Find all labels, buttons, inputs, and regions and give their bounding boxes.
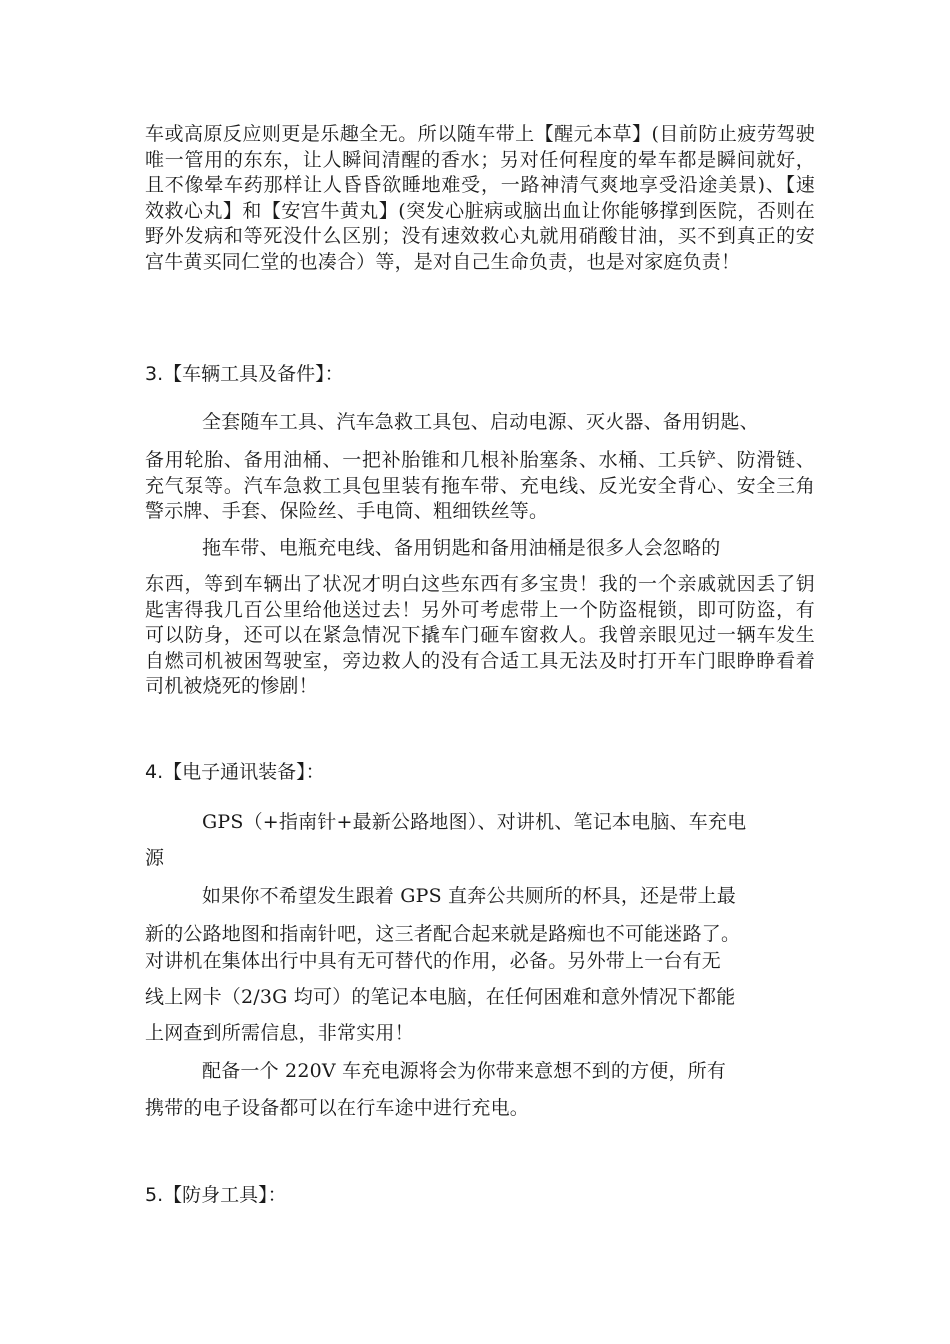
- paragraph-tools-body: 备用轮胎、备用油桶、一把补胎锥和几根补胎塞条、水桶、工兵铲、防滑链、充气泵等。汽车急救工具包里装有拖车带、充电线、反光安全背心、安全三角警示牌、手套、保险丝、手电筒、粗细铁丝等。: [145, 449, 815, 522]
- paragraph-health: 车或高原反应则更是乐趣全无。所以随车带上【醒元本草】(目前防止疲劳驾驶唯一管用的东东，让人瞬间清醒的香水；另对任何程度的晕车都是瞬间就好，且不像晕车药那样让人昏昏欲睡地难受，一路神清气爽地享受沿途美景)、【速效救心丸】和【安宫牛黄丸】(突发心脏病或脑出血让你能够撑到医院，否则在野外发病和等死没什么区别；没有速效救心丸就用硝酸甘油，买不到真正的安宫牛黄买同仁堂的也凑合）等，是对自己生命负责，也是对家庭负责！: [145, 123, 815, 273]
- paragraph-electronics-list-cont: 源: [145, 847, 165, 869]
- paragraph-tools-line1: 全套随车工具、汽车急救工具包、启动电源、灭火器、备用钥匙、: [202, 411, 759, 433]
- paragraph-gps-line5: 上网查到所需信息，非常实用！: [145, 1022, 414, 1044]
- paragraph-neglected-line1: 拖车带、电瓶充电线、备用钥匙和备用油桶是很多人会忽略的: [202, 537, 721, 559]
- paragraph-electronics-list: GPS（+指南针+最新公路地图）、对讲机、笔记本电脑、车充电: [202, 811, 747, 833]
- section-heading-self-defense: 5.【防身工具】：: [145, 1184, 287, 1206]
- paragraph-neglected-body: 东西，等到车辆出了状况才明白这些东西有多宝贵！我的一个亲戚就因丢了钥匙害得我几百公里给他送过去！另外可考虑带上一个防盗棍锁，即可防盗，有可以防身，还可以在紧急情况下撬车门砸车窗救人。我曾亲眼见过一辆车发生自燃司机被困驾驶室，旁边救人的没有合适工具无法及时打开车门眼睁睁看着司机被烧死的惨剧！: [145, 573, 815, 697]
- paragraph-gps-line3: 对讲机在集体出行中具有无可替代的作用，必备。另外带上一台有无: [145, 950, 722, 972]
- paragraph-gps-line1: 如果你不希望发生跟着 GPS 直奔公共厕所的杯具，还是带上最: [202, 885, 737, 907]
- paragraph-gps-line2: 新的公路地图和指南针吧，这三者配合起来就是路痴也不可能迷路了。: [145, 923, 741, 945]
- paragraph-gps-line4: 线上网卡（2/3G 均可）的笔记本电脑，在任何困难和意外情况下都能: [145, 986, 736, 1008]
- section-heading-vehicle-tools: 3.【车辆工具及备件】：: [145, 363, 344, 385]
- paragraph-charger-line1: 配备一个 220V 车充电源将会为你带来意想不到的方便，所有: [202, 1060, 727, 1082]
- section-heading-electronics: 4.【电子通讯装备】：: [145, 761, 325, 783]
- paragraph-charger-line2: 携带的电子设备都可以在行车途中进行充电。: [145, 1097, 530, 1119]
